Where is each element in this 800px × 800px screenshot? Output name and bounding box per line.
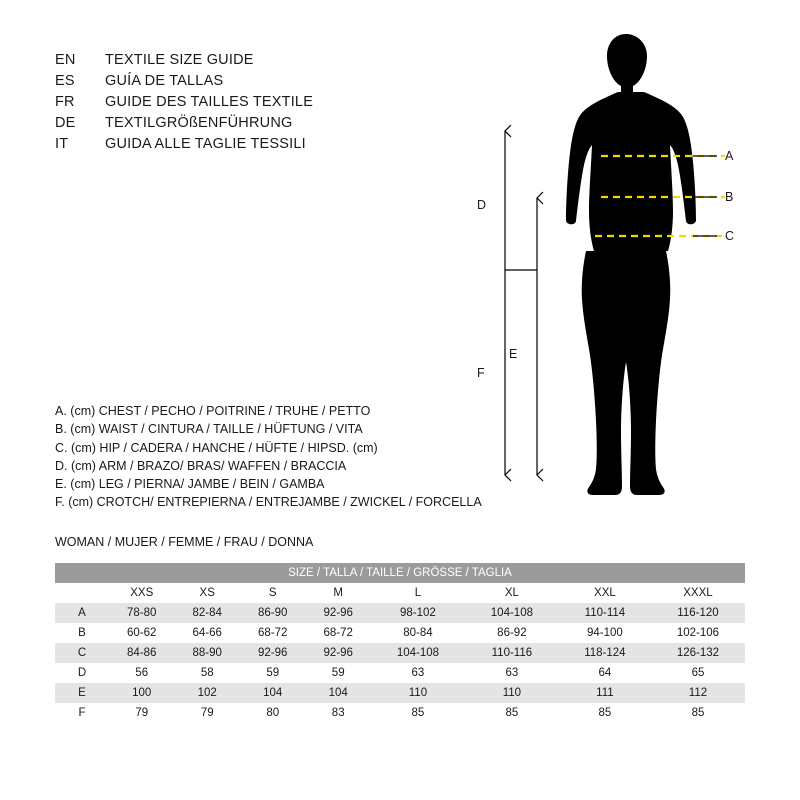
cell-f-xl: 85: [465, 703, 559, 723]
cell-b-xxxl: 102-106: [651, 623, 745, 643]
language-code: EN: [55, 52, 76, 68]
cell-c-xxs: 84-86: [109, 643, 174, 663]
column-header-m: M: [305, 583, 370, 603]
row-label-d: D: [55, 663, 109, 683]
cell-b-s: 68-72: [240, 623, 305, 643]
size-table: [55, 563, 745, 723]
cell-a-xxs: 78-80: [109, 603, 174, 623]
cell-c-xl: 110-116: [465, 643, 559, 663]
cell-f-s: 80: [240, 703, 305, 723]
page-title-translation: TEXTILGRÖßENFÜHRUNG: [105, 115, 293, 131]
cell-d-xl: 63: [465, 663, 559, 683]
page-title: TEXTILE SIZE GUIDE: [105, 52, 254, 68]
cell-c-xxxl: 126-132: [651, 643, 745, 663]
cell-a-m: 92-96: [305, 603, 370, 623]
page-title-translation: GUÍA DE TALLAS: [105, 73, 224, 89]
cell-c-xs: 88-90: [174, 643, 239, 663]
legend-item-b: B. (cm) WAIST / CINTURA / TAILLE / HÜFTUNG / VITA: [55, 422, 363, 437]
title-row: [55, 115, 475, 136]
cell-a-s: 86-90: [240, 603, 305, 623]
cell-b-xxl: 94-100: [559, 623, 651, 643]
table-row: [55, 603, 745, 623]
page-title-translation: GUIDA ALLE TAGLIE TESSILI: [105, 136, 306, 152]
cell-c-s: 92-96: [240, 643, 305, 663]
female-silhouette: [566, 34, 696, 495]
cell-d-xxl: 64: [559, 663, 651, 683]
row-label-e: E: [55, 683, 109, 703]
cell-e-xs: 102: [174, 683, 239, 703]
cell-c-m: 92-96: [305, 643, 370, 663]
gender-label: WOMAN / MUJER / FEMME / FRAU / DONNA: [55, 535, 314, 549]
table-row: [55, 683, 745, 703]
cell-c-l: 104-108: [371, 643, 465, 663]
dimension-label-f: F: [477, 366, 485, 380]
column-header-xxs: XXS: [109, 583, 174, 603]
table-header-band: [55, 563, 745, 583]
cell-f-xs: 79: [174, 703, 239, 723]
column-header-xxxl: XXXL: [651, 583, 745, 603]
cell-f-xxs: 79: [109, 703, 174, 723]
legend-item-a: A. (cm) CHEST / PECHO / POITRINE / TRUHE / PETTO: [55, 404, 371, 418]
cell-f-l: 85: [371, 703, 465, 723]
leg-bracket: [537, 192, 543, 481]
cell-e-s: 104: [240, 683, 305, 703]
cell-f-xxxl: 85: [651, 703, 745, 723]
cell-f-xxl: 85: [559, 703, 651, 723]
dimension-label-c: C: [725, 229, 735, 243]
legend-item-e: E. (cm) LEG / PIERNA/ JAMBE / BEIN / GAMBA: [55, 477, 325, 492]
cell-d-l: 63: [371, 663, 465, 683]
cell-b-xl: 86-92: [465, 623, 559, 643]
cell-f-m: 83: [305, 703, 370, 723]
page-title-translation: GUIDE DES TAILLES TEXTILE: [105, 94, 314, 110]
cell-e-xxxl: 112: [651, 683, 745, 703]
cell-d-s: 59: [240, 663, 305, 683]
language-code: IT: [55, 136, 69, 152]
legend-item-d: D. (cm) ARM / BRAZO/ BRAS/ WAFFEN / BRACCIA: [55, 458, 347, 473]
cell-b-l: 80-84: [371, 623, 465, 643]
title-row: [55, 94, 475, 115]
cell-e-m: 104: [305, 683, 370, 703]
cell-a-xxl: 110-114: [559, 603, 651, 623]
title-row: [55, 73, 475, 94]
cell-b-m: 68-72: [305, 623, 370, 643]
cell-e-xxl: 111: [559, 683, 651, 703]
dimension-label-a: A: [725, 149, 734, 163]
title-block: [55, 52, 475, 157]
row-label-b: B: [55, 623, 109, 643]
table-header-label: SIZE / TALLA / TAILLE / GRÖSSE / TAGLIA: [55, 563, 745, 583]
column-header-blank: [55, 583, 109, 603]
cell-d-m: 59: [305, 663, 370, 683]
column-header-l: L: [371, 583, 465, 603]
size-table-wrapper: [55, 563, 745, 723]
legend-item-c: C. (cm) HIP / CADERA / HANCHE / HÜFTE / HIPSD. (cm): [55, 440, 378, 455]
language-code: DE: [55, 115, 76, 131]
cell-a-xl: 104-108: [465, 603, 559, 623]
cell-a-xs: 82-84: [174, 603, 239, 623]
cell-d-xxxl: 65: [651, 663, 745, 683]
table-row: [55, 643, 745, 663]
dimension-label-d: D: [477, 198, 487, 212]
column-header-xxl: XXL: [559, 583, 651, 603]
row-label-c: C: [55, 643, 109, 663]
cell-d-xxs: 56: [109, 663, 174, 683]
dimension-label-b: B: [725, 190, 734, 204]
title-row: [55, 52, 475, 73]
title-row: [55, 136, 475, 157]
cell-d-xs: 58: [174, 663, 239, 683]
cell-e-l: 110: [371, 683, 465, 703]
cell-a-l: 98-102: [371, 603, 465, 623]
language-code: FR: [55, 94, 75, 110]
cell-e-xl: 110: [465, 683, 559, 703]
row-label-f: F: [55, 703, 109, 723]
measurement-legend: [55, 402, 525, 512]
cell-a-xxxl: 116-120: [651, 603, 745, 623]
language-code: ES: [55, 73, 75, 89]
table-column-header-row: [55, 583, 745, 603]
cell-b-xxs: 60-62: [109, 623, 174, 643]
row-label-a: A: [55, 603, 109, 623]
table-row: [55, 623, 745, 643]
cell-e-xxs: 100: [109, 683, 174, 703]
column-header-xl: XL: [465, 583, 559, 603]
cell-c-xxl: 118-124: [559, 643, 651, 663]
column-header-s: S: [240, 583, 305, 603]
legend-item-f: F. (cm) CROTCH/ ENTREPIERNA / ENTREJAMBE / ZWICKEL / FORCELLA: [55, 495, 482, 510]
dimension-label-e: E: [509, 347, 518, 361]
column-header-xs: XS: [174, 583, 239, 603]
cell-b-xs: 64-66: [174, 623, 239, 643]
table-row: [55, 703, 745, 723]
table-row: [55, 663, 745, 683]
